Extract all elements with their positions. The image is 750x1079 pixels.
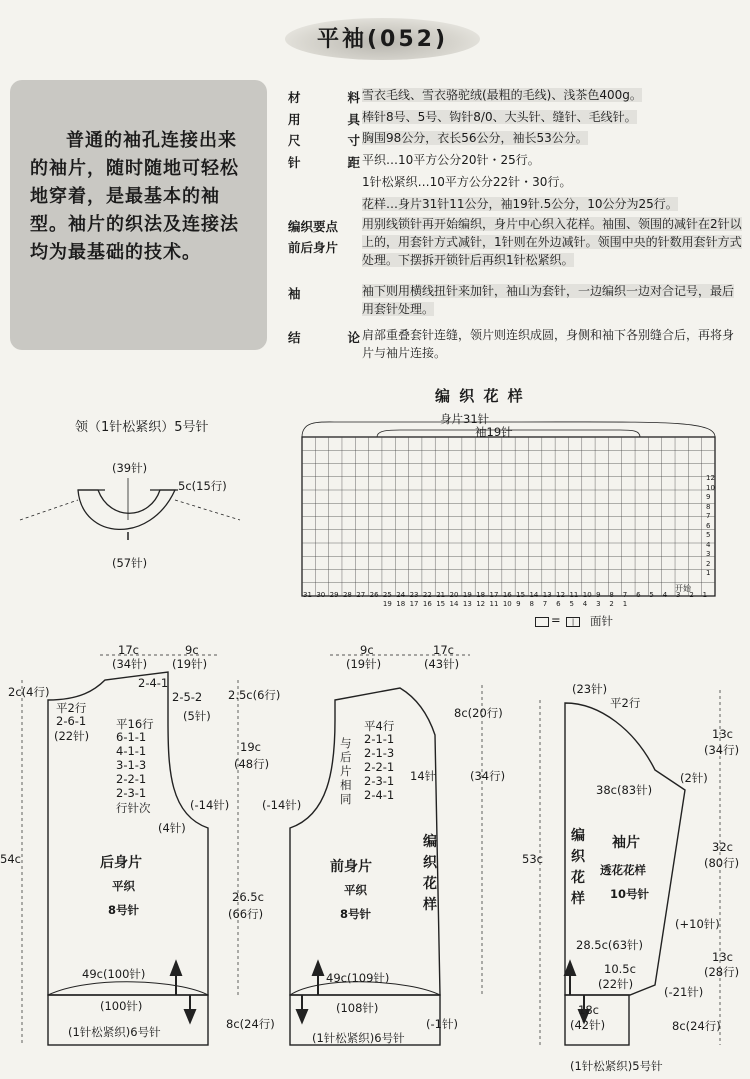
gauge-value-3: 花样…身片31针11公分，袖19针.5公分，10公分为25行。 — [362, 197, 678, 211]
back-total-h: 54c — [0, 852, 21, 866]
pattern-body-width: 身片31针 — [440, 412, 490, 426]
pattern-col-number: 18 — [476, 591, 486, 599]
back-arm-h-rows: (48行) — [234, 757, 270, 771]
front-w-neck-st: (19针) — [346, 657, 382, 671]
pattern-col-number: 19 — [462, 591, 472, 599]
sleeve-stitch: 透花花样 — [600, 863, 646, 877]
pattern-col-number: 15 — [516, 591, 526, 599]
front-hem-st: (108针) — [336, 1001, 379, 1015]
pattern-row-number: 6 — [706, 521, 711, 530]
back-arm-base: (4针) — [158, 821, 186, 835]
materials-value: 雪衣毛线、雪衣骆驼绒(最粗的毛线)、浅茶色400g。 — [362, 88, 642, 102]
pattern-sleeve-number: 4 — [582, 600, 588, 608]
back-neck-flat: 平2行 — [56, 701, 87, 715]
front-neck-2: 2-1-3 — [364, 746, 395, 760]
sleeve-total-h: 53c — [522, 852, 543, 866]
pattern-corner: 开始 — [675, 584, 691, 593]
pattern-col-number: 12 — [556, 591, 566, 599]
back-arm-2: 4-1-1 — [116, 744, 147, 758]
pattern-sleeve-number: 14 — [449, 600, 459, 608]
body-key: 前后身片 — [288, 240, 339, 255]
pattern-title: 编 织 花 样 — [435, 387, 525, 405]
pattern-col-number: 13 — [542, 591, 552, 599]
size-value: 胸围98公分，衣长56公分，袖长53公分。 — [362, 131, 588, 145]
sleeve-cuff-name: (1针松紧织)5号针 — [570, 1059, 663, 1073]
pattern-sleeve-number: 19 — [382, 600, 392, 608]
back-neck-h: 2c(4行) — [8, 685, 50, 699]
pattern-sleeve-number: 6 — [556, 600, 561, 608]
pattern-col-number: 25 — [382, 591, 392, 599]
pattern-sleeve-number: 16 — [422, 600, 432, 608]
back-hem-name: (1针松紧织)6号针 — [68, 1025, 161, 1039]
back-neck-dec2: (22针) — [54, 729, 90, 743]
back-arm-h: 19c — [240, 740, 261, 754]
sleeve-cap-h: 13c — [712, 727, 733, 741]
pattern-col-number: 16 — [502, 591, 512, 599]
sleeve-body-rows: (80行) — [704, 856, 740, 870]
legend-text: 面针 — [590, 614, 613, 628]
back-hem-h: 8c(24行) — [226, 1017, 275, 1031]
pattern-row-number: 8 — [706, 502, 711, 511]
back-chest: 49c(100针) — [82, 967, 146, 981]
pattern-row-number: 4 — [706, 540, 711, 549]
sleeve-lower-w: 28.5c(63针) — [576, 938, 644, 952]
back-arm-st: (-14针) — [190, 798, 230, 812]
collar-top: (39针) — [112, 461, 148, 475]
sleeve-cap-w: 38c(83针) — [596, 783, 653, 797]
pattern-col-number: 17 — [489, 591, 499, 599]
pattern-sleeve-number: 12 — [476, 600, 486, 608]
pattern-col-number: 7 — [622, 591, 628, 599]
collar-title: 领（1针松紧织）5号针 — [75, 420, 209, 435]
front-arm-st: (-14针) — [262, 798, 302, 812]
front-neck-h: 8c(20行) — [454, 706, 503, 720]
legend-swatch — [535, 617, 549, 627]
front-neck-3: 2-2-1 — [364, 760, 395, 774]
back-shoulder-h: 2.5c(6行) — [228, 688, 281, 702]
pattern-col-number: 27 — [356, 591, 366, 599]
pattern-row-number: 5 — [706, 531, 711, 539]
pattern-sleeve-number: 10 — [502, 600, 512, 608]
legend-symbol: | — [566, 617, 580, 627]
size-key: 尺 寸 — [288, 133, 360, 148]
back-stitch: 平织 — [112, 879, 135, 893]
sleeve-name: 袖片 — [612, 835, 640, 851]
front-hem-dec: (-1针) — [426, 1017, 458, 1031]
sleeve-cuff-st2: (42针) — [570, 1018, 606, 1032]
back-hem-st: (100针) — [100, 999, 143, 1013]
back-name: 后身片 — [100, 855, 142, 871]
pattern-sleeve-number: 9 — [516, 600, 521, 608]
front-center-st: 14针 — [410, 769, 437, 783]
pattern-col-number: 9 — [596, 591, 601, 599]
pattern-col-number: 6 — [636, 591, 641, 599]
pattern-col-number: 2 — [689, 591, 694, 599]
front-w-side-st: (43针) — [424, 657, 460, 671]
sleeve-cuff-h: 8c(24行) — [672, 1019, 721, 1033]
sleeve-value: 袖下则用横线扭针来加针，袖山为套针，一边编织一边对合记号，最后用套针处理。 — [362, 284, 735, 316]
collar-bottom: (57针) — [112, 556, 148, 570]
pattern-sleeve-number: 13 — [462, 600, 472, 608]
pattern-col-number: 10 — [582, 591, 592, 599]
back-body-h-rows: (66行) — [228, 907, 264, 921]
sleeve-lower-rows: (28行) — [704, 965, 740, 979]
gauge-value-1: 平织…10平方公分20针・25行。 — [362, 153, 540, 167]
back-arm-3: 3-1-3 — [116, 758, 147, 772]
pattern-col-number: 4 — [662, 591, 668, 599]
tools-key: 用 具 — [288, 112, 360, 127]
front-chest: 49c(109针) — [326, 971, 390, 985]
sleeve-needle: 10号针 — [610, 887, 650, 901]
legend-eq: = — [551, 613, 561, 627]
pattern-row-number: 9 — [706, 493, 711, 501]
back-arm-0: 平16行 — [116, 717, 154, 731]
back-body-h: 26.5c — [232, 890, 264, 904]
back-w-top: 17c — [118, 643, 139, 657]
pattern-col-number: 29 — [329, 591, 339, 599]
pattern-col-number: 23 — [409, 591, 419, 599]
pattern-sleeve-number: 7 — [542, 600, 548, 608]
pattern-row-number: 3 — [706, 550, 711, 558]
back-shoulder-dec2: 2-5-2 — [172, 690, 203, 704]
back-w-top-st: (34针) — [112, 657, 148, 671]
front-w-side: 17c — [433, 643, 454, 657]
back-arm-4: 2-2-1 — [116, 772, 147, 786]
pattern-col-number: 8 — [609, 591, 614, 599]
tools-value: 棒针8号、5号、钩针8/0、大头针、缝针、毛线针。 — [362, 110, 637, 124]
pattern-row-number: 1 — [706, 569, 711, 577]
sleeve-cap-rows: (34行) — [704, 743, 740, 757]
pattern-col-number: 26 — [369, 591, 379, 599]
sleeve-dec: (-21针) — [664, 985, 704, 999]
front-pattern-label: 编织花样 — [423, 834, 437, 913]
sleeve-inc: (+10针) — [675, 917, 720, 931]
pattern-col-number: 30 — [316, 591, 326, 599]
pattern-sleeve-number: 11 — [489, 600, 499, 608]
points-key: 编织要点 — [288, 219, 339, 234]
front-name: 前身片 — [330, 859, 372, 875]
pattern-sleeve-number: 5 — [569, 600, 574, 608]
pattern-col-number: 24 — [396, 591, 406, 599]
sleeve-top-st: (23针) — [572, 682, 608, 696]
collar-outline — [78, 490, 175, 529]
pattern-col-number: 3 — [676, 591, 681, 599]
pattern-sleeve-number: 1 — [622, 600, 628, 608]
back-arm-5: 2-3-1 — [116, 786, 147, 800]
pattern-sleeve-number: 18 — [396, 600, 406, 608]
pattern-row-number: 10 — [706, 483, 715, 492]
back-arm-6: 行针次 — [116, 801, 151, 815]
pattern-col-number: 5 — [649, 591, 654, 599]
sleeve-pattern-label: 编织花样 — [571, 828, 585, 907]
pattern-col-number: 14 — [529, 591, 539, 599]
finish-value: 肩部重叠套针连缝，领片则连织成圆，身侧和袖下各别缝合后，再将身片与袖片连接。 — [362, 328, 735, 360]
pattern-sleeve-width: 袖19针 — [475, 425, 513, 439]
front-neck-1: 2-1-1 — [364, 732, 395, 746]
back-w-neck: 9c — [185, 643, 199, 657]
sleeve-key: 袖 — [288, 286, 301, 301]
materials-key: 材 料 — [288, 90, 360, 105]
sleeve-lower-h: 13c — [712, 950, 733, 964]
pattern-sleeve-number: 8 — [529, 600, 534, 608]
back-arm-1: 6-1-1 — [116, 730, 147, 744]
front-neck-0: 平4行 — [364, 719, 395, 733]
sleeve-body-h: 32c — [712, 840, 733, 854]
body-value: 用别线锁针再开始编织，身片中心织入花样。袖围、领围的减针在2针以上的，用套针方式减针，1针则在外边减针。领围中央的针数用套针方式处理。下摆拆开锁针后再织1针松紧织。 — [362, 217, 742, 267]
front-neck-4: 2-3-1 — [364, 774, 395, 788]
sleeve-cuff-w: 10.5c — [604, 962, 636, 976]
pattern-col-number: 31 — [303, 591, 312, 599]
collar-side: 5c(15行) — [178, 479, 227, 493]
pattern-sleeve-number: 15 — [436, 600, 446, 608]
front-same: 与后片相同 — [340, 736, 352, 806]
front-center-rows: (34行) — [470, 769, 506, 783]
pattern-row-number: 12 — [706, 474, 715, 482]
pattern-sleeve-number: 17 — [409, 600, 419, 608]
pattern-sleeve-number: 2 — [609, 600, 614, 608]
front-hem-name: (1针松紧织)6号针 — [312, 1031, 405, 1045]
pattern-sleeve-number: 3 — [596, 600, 601, 608]
front-neck-5: 2-4-1 — [364, 788, 395, 802]
back-neck-dec: 2-6-1 — [56, 714, 87, 728]
finish-key: 结 论 — [288, 330, 360, 345]
front-w-neck: 9c — [360, 643, 374, 657]
sleeve-cap-st: (2针) — [680, 771, 708, 785]
pattern-row-number: 7 — [706, 512, 711, 520]
intro-text: 普通的袖孔连接出来的袖片，随时随地可轻松地穿着，是最基本的袖型。袖片的织法及连接法均为最基础的技术。 — [30, 130, 239, 263]
front-stitch: 平织 — [344, 883, 367, 897]
pattern-col-number: 21 — [436, 591, 446, 599]
sleeve-cuff-w2: 18c — [578, 1003, 599, 1017]
pattern-row-number: 2 — [706, 559, 711, 568]
back-w-neck-st: (19针) — [172, 657, 208, 671]
pattern-col-number: 28 — [342, 591, 352, 599]
pattern-col-number: 20 — [449, 591, 459, 599]
sleeve-top-flat: 平2行 — [610, 696, 641, 710]
gauge-key: 针 距 — [288, 155, 360, 170]
front-needle: 8号针 — [340, 907, 372, 921]
back-shoulder-dec: 2-4-1 — [138, 676, 169, 690]
page-title: 平袖(052) — [316, 27, 449, 52]
pattern-col-number: 1 — [702, 591, 708, 599]
back-needle: 8号针 — [108, 903, 140, 917]
gauge-value-2: 1针松紧织…10平方公分22针・30行。 — [362, 175, 572, 189]
pattern-col-number: 11 — [569, 591, 579, 599]
back-shoulder-dec3: (5针) — [183, 709, 211, 723]
pattern-col-number: 22 — [422, 591, 432, 599]
sleeve-cuff-st: (22针) — [598, 977, 634, 991]
